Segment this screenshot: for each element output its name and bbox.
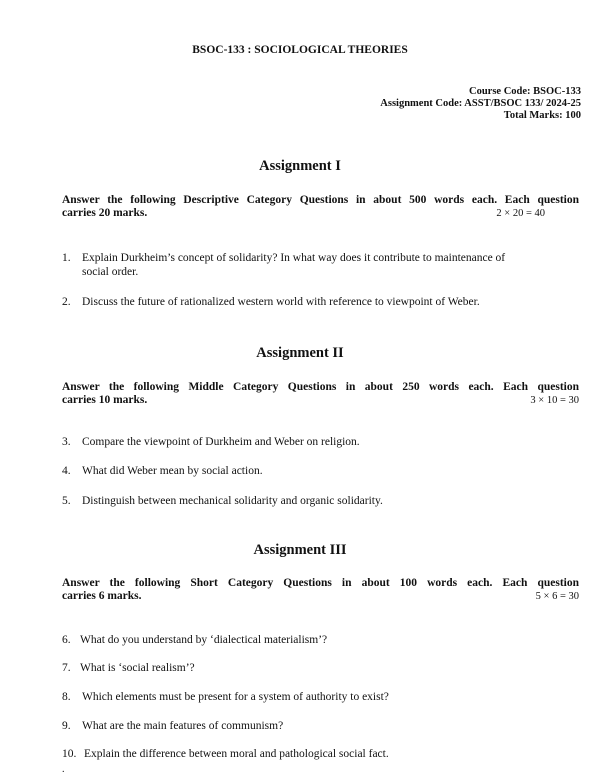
question-number: 2. [62,296,71,308]
question-text: Explain Durkheim’s concept of solidarity? In what way does it contribute to maintenance of [82,252,506,264]
assignment-1-heading: Assignment I [259,158,341,174]
question-item [62,690,562,704]
marks-formula: 3 × 10 = 30 [530,395,579,406]
marks-formula: 2 × 20 = 40 [496,208,545,219]
question-text: What are the main features of communism? [82,720,284,732]
instruction-line: Answer the following Short Category Questions in about 100 words each. Each question [62,577,579,589]
instruction-line: carries 6 marks. [62,590,142,602]
question-item [62,494,562,508]
question-number: 6. [62,634,71,646]
question-number: 9. [62,720,71,732]
question-number: 3. [62,436,71,448]
course-code: Course Code: BSOC-133 [469,86,581,97]
question-item [62,464,562,478]
question-text: What did Weber mean by social action. [82,465,263,477]
question-item [62,435,562,449]
instruction-line: Answer the following Descriptive Category Questions in about 500 words each. Each question [62,194,579,206]
total-marks: Total Marks: 100 [503,110,581,121]
instruction-line: carries 10 marks. [62,394,148,406]
question-item [62,295,562,309]
question-number: 1. [62,252,71,264]
question-number: 10. [62,748,77,760]
question-item [62,747,562,761]
question-text: Explain the difference between moral and pathological social fact. [84,748,389,760]
footer-mark: . [62,764,65,775]
question-text: Discuss the future of rationalized western world with reference to viewpoint of Weber. [82,296,480,308]
question-text-continued: social order. [82,266,139,278]
question-text: Compare the viewpoint of Durkheim and Weber on religion. [82,436,360,448]
question-text: What is ‘social realism’? [80,662,195,674]
assignment-1-instruction [62,194,579,220]
question-text: Which elements must be present for a system of authority to exist? [82,691,389,703]
question-number: 5. [62,495,71,507]
assignment-3-heading: Assignment III [253,542,347,558]
assignment-code: Assignment Code: ASST/BSOC 133/ 2024-25 [380,98,581,109]
instruction-line: Answer the following Middle Category Questions in about 250 words each. Each question [62,381,579,393]
assignment-2-instruction [62,381,579,407]
assignment-3-instruction [62,577,579,603]
question-text: Distinguish between mechanical solidarity and organic solidarity. [82,495,383,507]
question-number: 4. [62,465,71,477]
question-text: What do you understand by ‘dialectical materialism’? [80,634,328,646]
document-title: BSOC-133 : SOCIOLOGICAL THEORIES [192,44,408,56]
assignment-2-heading: Assignment II [256,345,344,361]
marks-formula: 5 × 6 = 30 [535,591,579,602]
question-item [62,251,567,279]
question-item [62,633,562,647]
instruction-line: carries 20 marks. [62,207,148,219]
question-item [62,719,562,733]
question-number: 8. [62,691,71,703]
question-item [62,661,562,675]
question-number: 7. [62,662,71,674]
